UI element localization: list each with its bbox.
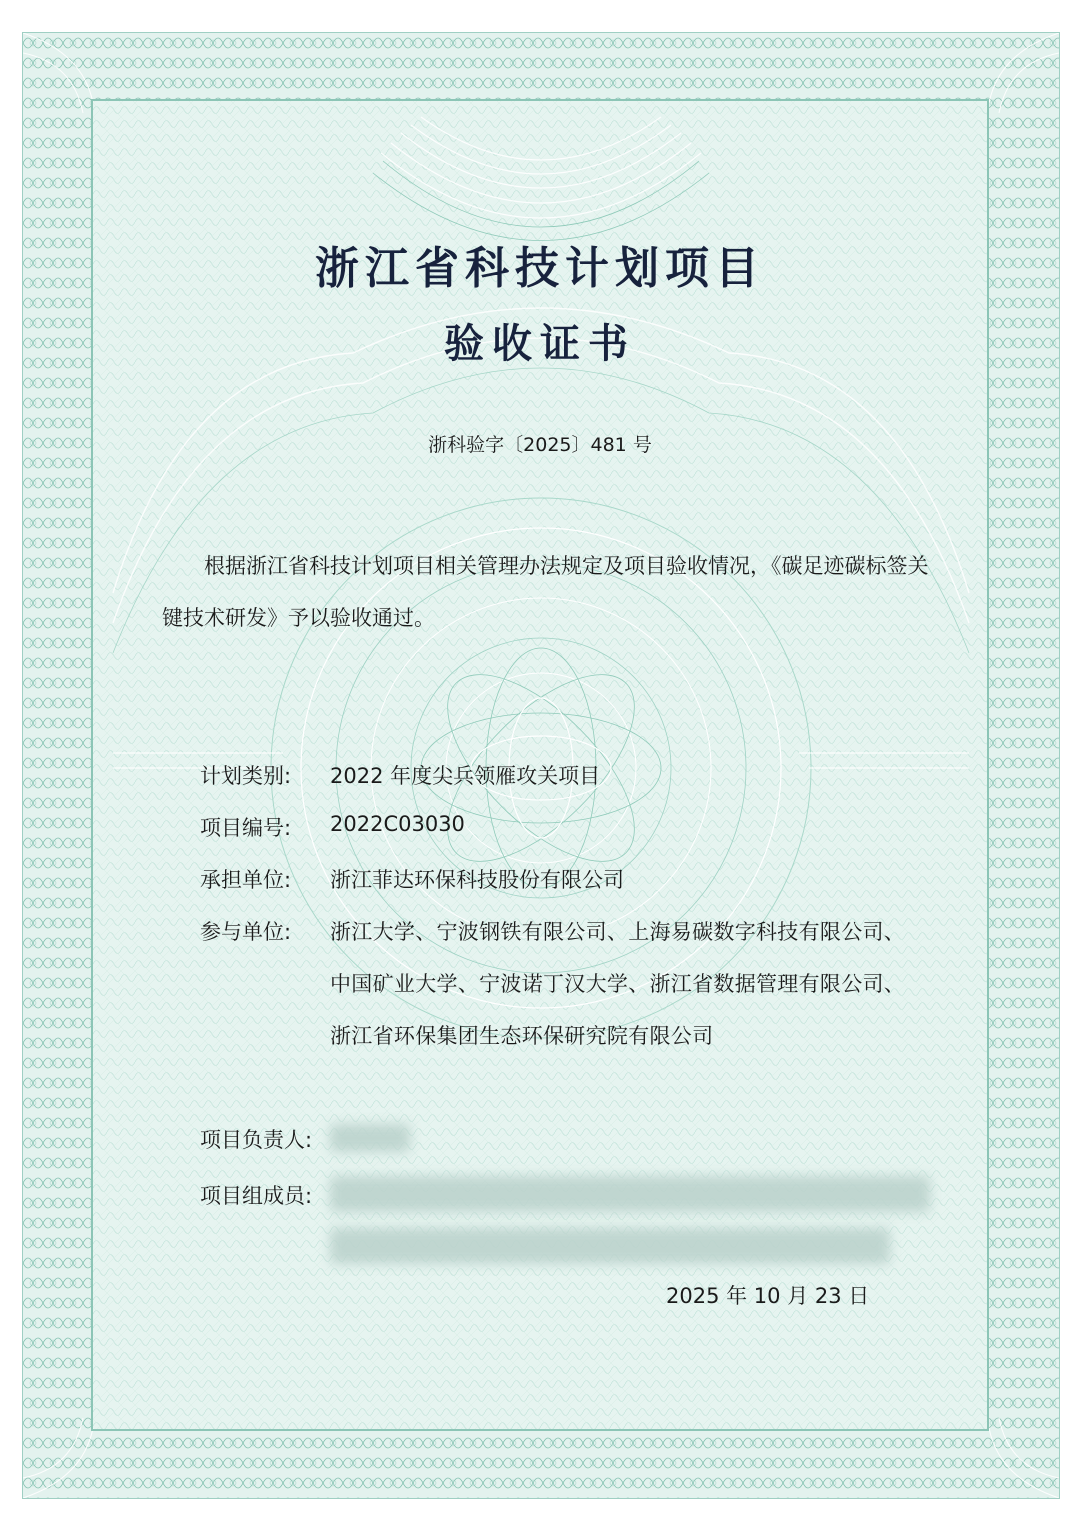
project-leader-label: 项目负责人: [200,1128,313,1152]
plan-category-label: 计划类别: [200,764,292,788]
redacted-members-line1 [330,1176,930,1212]
issue-date: 2025 年 10 月 23 日 [666,1284,870,1308]
undertaking-unit-value: 浙江菲达环保科技股份有限公司 [330,868,624,892]
redacted-members-line2 [330,1228,890,1264]
participating-units-label: 参与单位: [200,920,292,944]
undertaking-unit-label: 承担单位: [200,868,292,892]
plan-category-value: 2022 年度尖兵领雁攻关项目 [330,764,601,788]
project-members-label: 项目组成员: [200,1184,313,1208]
certificate-subtitle: 验收证书 [444,321,636,367]
body-text: 根据浙江省科技计划项目相关管理办法规定及项目验收情况，《碳足迹碳标签关键技术研发》予以验收通过。 [162,554,929,630]
redacted-project-leader [330,1124,410,1152]
project-number-value: 2022C03030 [330,812,465,836]
certificate-title: 浙江省科技计划项目 [315,243,765,294]
document-number: 浙科验字〔2025〕481 号 [428,434,652,456]
participating-units-value: 浙江大学、宁波钢铁有限公司、上海易碳数字科技有限公司、中国矿业大学、宁波诺丁汉大学、浙江省数据管理有限公司、浙江省环保集团生态环保研究院有限公司 [330,920,906,1048]
project-number-label: 项目编号: [200,816,292,840]
